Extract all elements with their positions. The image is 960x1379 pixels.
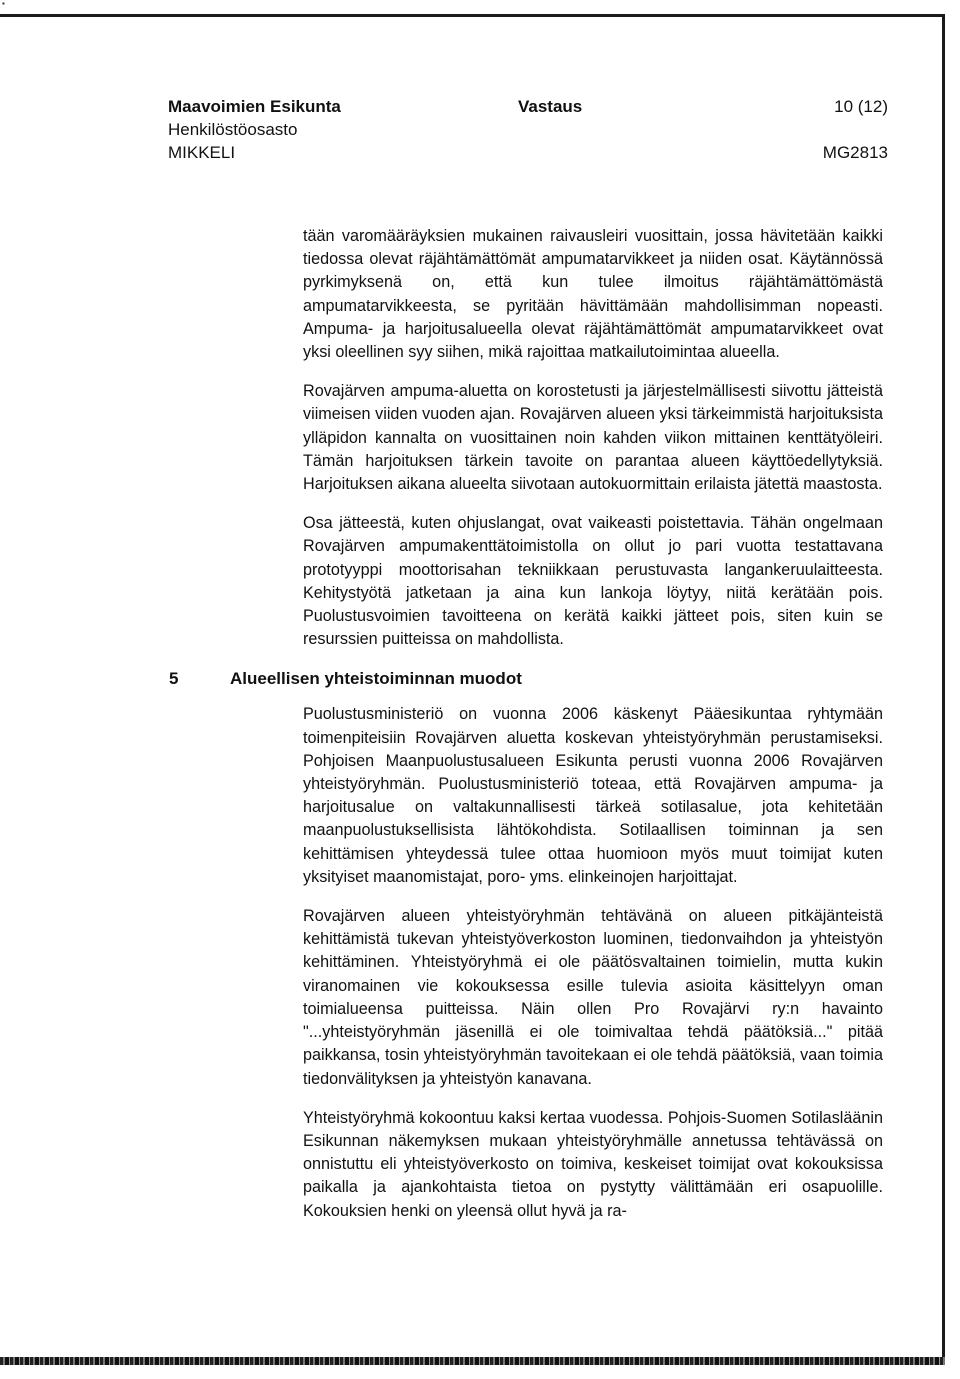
section-title: Alueellisen yhteistoiminnan muodot: [230, 669, 522, 689]
scan-border-bottom: [0, 1357, 945, 1365]
document-type: Vastaus: [518, 97, 583, 116]
paragraph: tään varomääräyksien mukainen raivausleiri vuosittain, jossa hävitetään kaikki tiedossa olevat räjähtämättömät ampumatarvikkeet ja niiden osat. Käytännössä pyrkimyksenä on, että kun tulee ilmoitus räjähtämättömästä ampumatarvikkeesta, se pyritään hävittämään mahdollisimman nopeasti. Ampuma- ja harjoitusalueella olevat räjähtämättömät ampumatarvikkeet ovat yksi oleellinen syy siihen, mikä rajoittaa matkailutoimintaa alueella.: [303, 227, 883, 362]
paragraph: Puolustusministeriö on vuonna 2006 käskenyt Pääesikuntaa ryhtymään toimenpiteisiin Rovajärven aluetta koskevan yhteistyöryhmän perustamiseksi. Pohjoisen Maanpuolustusalueen Esikunta perusti vuonna 2006 Rovajärven yhteistyöryhmän. Puolustusministeriö toteaa, että Rovajärven ampuma- ja harjoitusalue on valtakunnallisesti tärkeä sotilasalue, jota kehitetään maanpuolustuksellisista lähtökohdista. Sotilaallisen toiminnan ja sen kehittämisen yhteydessä tulee ottaa huomioon myös muut toimijat kuten yksityiset maanomistajat, poro- yms. elinkeinojen harjoittajat.: [303, 705, 883, 886]
paragraph: Osa jätteestä, kuten ohjuslangat, ovat vaikeasti poistettavia. Tähän ongelmaan Rovajärven ampumakenttätoimistolla on ollut jo pari vuotta testattavana prototyyppi moottorisahan tekniikkaan perustuvasta langankeruulaitteesta. Kehitystyötä jatketaan ja aina kun lankoja löytyy, niitä kerätään pois. Puolustusvoimien tavoitteena on kerätä kaikki jätteet pois, siten kuin se resurssien puitteissa on mahdollista.: [303, 514, 883, 649]
organization-name: Maavoimien Esikunta: [168, 97, 341, 116]
department-name: Henkilöstöosasto: [168, 120, 298, 139]
city-name: MIKKELI: [168, 143, 236, 162]
scan-border-right: [942, 14, 945, 1359]
scan-border-top: [0, 14, 944, 17]
scan-artifact-mark: ▪: [2, 0, 5, 8]
paragraph: Yhteistyöryhmä kokoontuu kaksi kertaa vuodessa. Pohjois-Suomen Sotilasläänin Esikunnan näkemyksen mukaan yhteistyöryhmälle annetussa tehtävässä on onnistuttu eli yhteistyöverkosto on toimiva, keskeiset toimijat ovat kokouksissa paikalla ja ajankohtaista tietoa on pystytty välittämään eri osapuolille. Kokouksien henki on yleensä ollut hyvä ja ra-: [303, 1108, 883, 1220]
page-number: 10 (12): [834, 97, 888, 116]
paragraph: Rovajärven ampuma-aluetta on korostetusti ja järjestelmällisesti siivottu jätteistä viimeisen viiden vuoden ajan. Rovajärven alueen yksi tärkeimmistä harjoituksista ylläpidon kannalta on vuosittainen noin kahden viikon mittainen kenttätyöleiri. Tämän harjoituksen tärkein tavoite on parantaa alueen käyttöedellytyksiä. Harjoituksen aikana alueelta siivotaan autokuormittain erilaista jätettä maastosta.: [303, 382, 883, 494]
page-info: [823, 95, 888, 164]
section-heading: [169, 667, 883, 691]
document-body: [169, 225, 883, 1239]
section-number: 5: [169, 669, 179, 689]
document-code: MG2813: [822, 143, 888, 162]
paragraph: Rovajärven alueen yhteistyöryhmän tehtävänä on alueen pitkäjänteistä kehittämistä tukevan yhteistyöverkoston luominen, tiedonvaihdon ja yhteistyön kehittäminen. Yhteistyöryhmä ei ole päätösvaltainen toimielin, mutta kukin viranomainen vie kokouksessa esille tulevia asioita käsittelyyn oman toimialueensa puitteissa. Näin ollen Pro Rovajärvi ry:n havainto "...yhteistyöryhmän jäsenillä ei ole toimivaltaa tehdä päätöksiä..." pitää paikkansa, tosin yhteistyöryhmän tavoitekaan ei ole tehdä päätöksiä, vaan toimia tiedonvälityksen ja yhteistyön kanavana.: [303, 907, 883, 1088]
page-header: [168, 95, 888, 165]
sender-block: [168, 95, 341, 164]
